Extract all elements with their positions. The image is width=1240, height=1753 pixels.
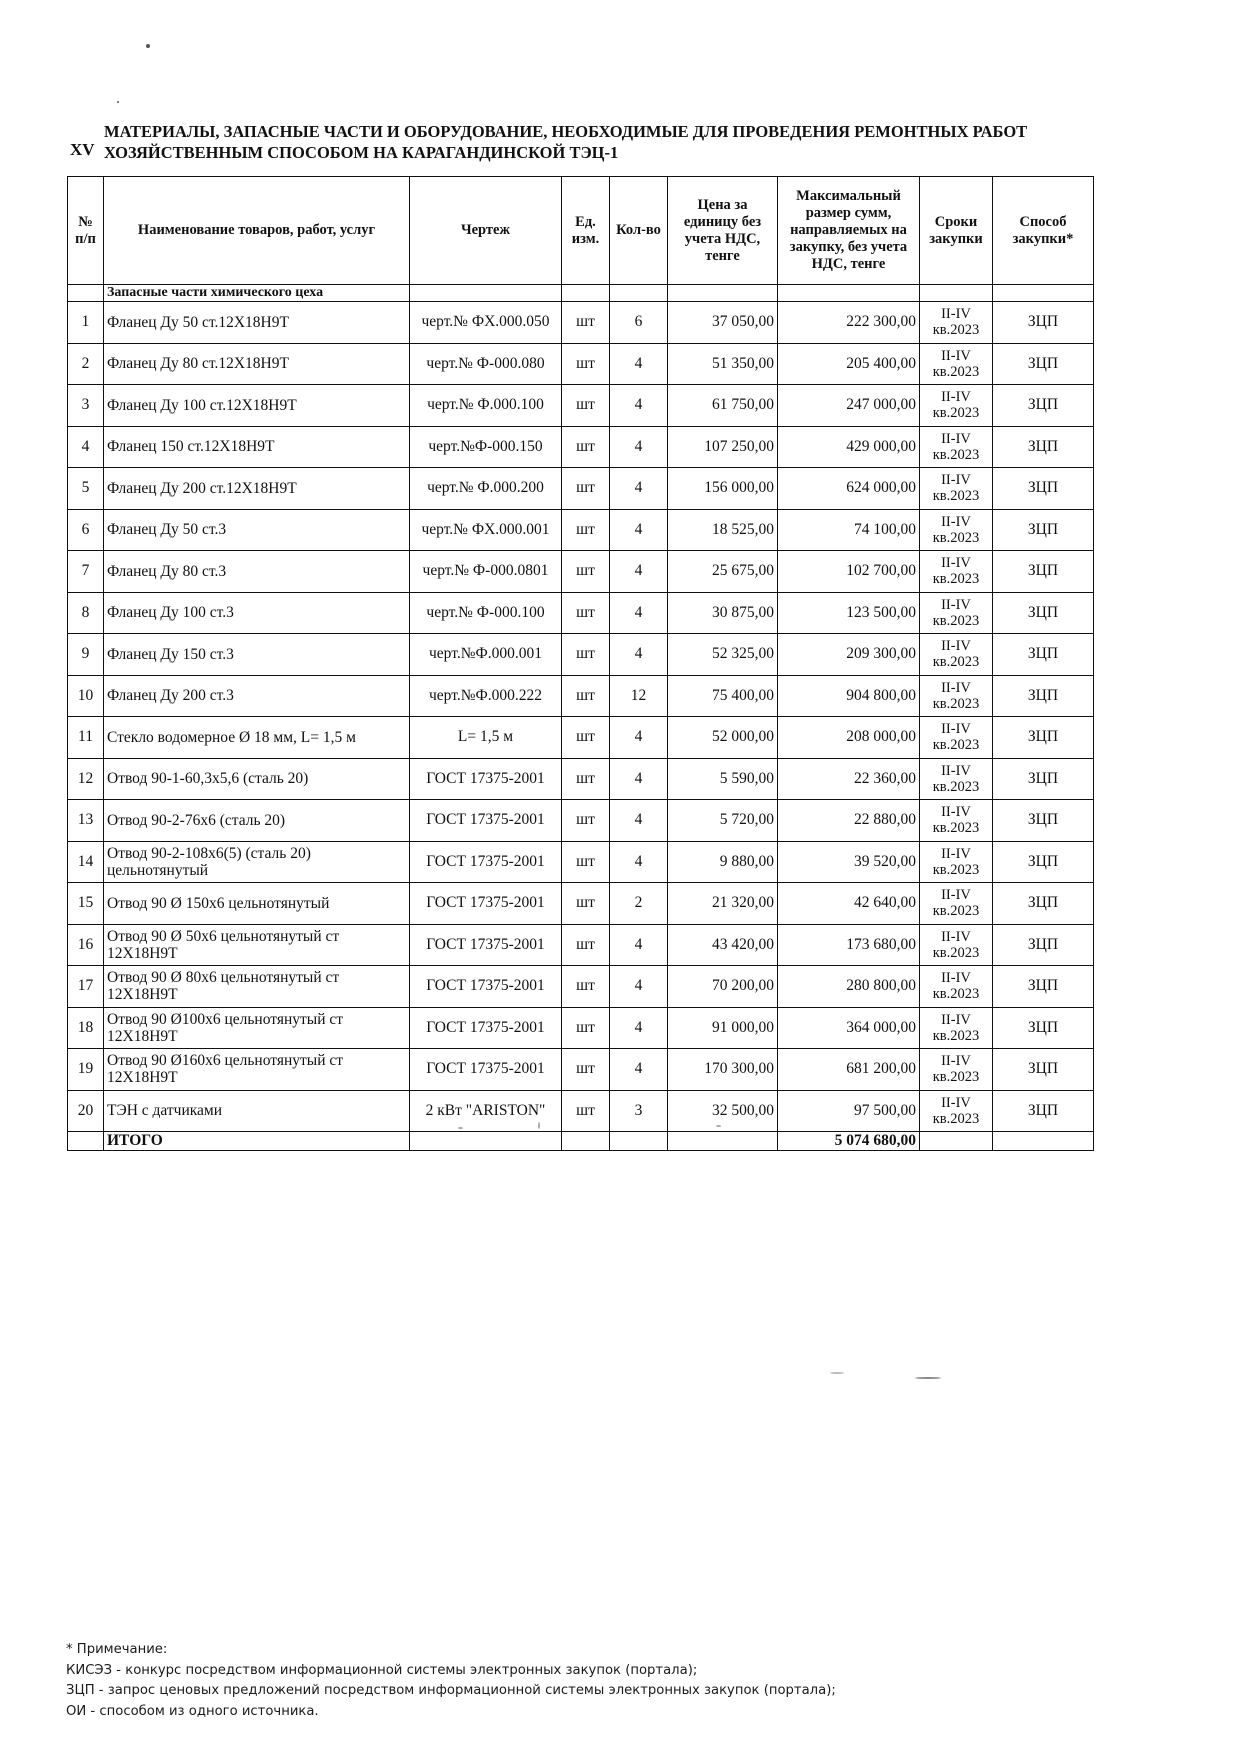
row-num: 18 <box>68 1007 104 1049</box>
row-term-year: кв.2023 <box>932 1069 980 1086</box>
col-header-unit: Ед. изм. <box>562 177 610 285</box>
col-header-drawing: Чертеж <box>410 177 562 285</box>
row-qty: 4 <box>610 966 668 1008</box>
row-sum: 364 000,00 <box>778 1007 920 1049</box>
row-term-period: II-IV <box>941 596 971 613</box>
row-price: 30 875,00 <box>668 592 778 634</box>
row-method: ЗЦП <box>993 675 1094 717</box>
row-num: 6 <box>68 509 104 551</box>
title-line-1: МАТЕРИАЛЫ, ЗАПАСНЫЕ ЧАСТИ И ОБОРУДОВАНИЕ, НЕОБХОДИМЫЕ ДЛЯ ПРОВЕДЕНИЯ РЕМОНТНЫХ РАБОТ <box>104 122 1028 141</box>
row-qty: 4 <box>610 551 668 593</box>
row-term-year: кв.2023 <box>932 363 980 380</box>
row-sum: 681 200,00 <box>778 1049 920 1091</box>
row-term <box>920 385 993 427</box>
table-row <box>68 924 1094 966</box>
row-num: 9 <box>68 634 104 676</box>
row-drawing: черт.№ Ф-000.0801 <box>410 551 562 593</box>
row-term <box>920 592 993 634</box>
row-method: ЗЦП <box>993 1007 1094 1049</box>
row-term-year: кв.2023 <box>932 986 980 1003</box>
procurement-table <box>67 176 1094 1151</box>
table-row <box>68 717 1094 759</box>
row-num: 20 <box>68 1090 104 1132</box>
table-row <box>68 551 1094 593</box>
table-row <box>68 509 1094 551</box>
row-unit: шт <box>562 883 610 925</box>
row-term <box>920 800 993 842</box>
row-term-year: кв.2023 <box>932 944 980 961</box>
row-sum: 42 640,00 <box>778 883 920 925</box>
row-price: 25 675,00 <box>668 551 778 593</box>
row-name: Фланец 150 ст.12Х18Н9Т <box>104 426 410 468</box>
row-term-year: кв.2023 <box>932 695 980 712</box>
row-term <box>920 1007 993 1049</box>
scan-speck <box>915 1377 941 1379</box>
row-term-year: кв.2023 <box>932 612 980 629</box>
row-num: 4 <box>68 426 104 468</box>
scan-speck <box>538 1122 540 1129</box>
page-header <box>70 121 1100 163</box>
row-drawing: черт.№ Ф.000.100 <box>410 385 562 427</box>
total-label: ИТОГО <box>104 1132 410 1151</box>
row-qty: 4 <box>610 758 668 800</box>
row-sum: 22 880,00 <box>778 800 920 842</box>
row-drawing: L= 1,5 м <box>410 717 562 759</box>
row-unit: шт <box>562 758 610 800</box>
row-name: Фланец Ду 150 ст.3 <box>104 634 410 676</box>
row-term <box>920 1090 993 1132</box>
row-drawing: 2 кВт "ARISTON" <box>410 1090 562 1132</box>
row-price: 32 500,00 <box>668 1090 778 1132</box>
row-name: Отвод 90 Ø100х6 цельнотянутый ст 12Х18Н9Т <box>104 1007 410 1049</box>
row-unit: шт <box>562 675 610 717</box>
row-sum: 624 000,00 <box>778 468 920 510</box>
row-term-year: кв.2023 <box>932 654 980 671</box>
row-term <box>920 924 993 966</box>
row-qty: 4 <box>610 592 668 634</box>
row-unit: шт <box>562 385 610 427</box>
row-price: 70 200,00 <box>668 966 778 1008</box>
row-unit: шт <box>562 551 610 593</box>
row-term-year: кв.2023 <box>932 737 980 754</box>
row-term <box>920 883 993 925</box>
row-price: 9 880,00 <box>668 841 778 883</box>
row-name: Фланец Ду 200 ст.3 <box>104 675 410 717</box>
row-num: 3 <box>68 385 104 427</box>
row-sum: 208 000,00 <box>778 717 920 759</box>
row-drawing: черт.№Ф.000.222 <box>410 675 562 717</box>
row-drawing: ГОСТ 17375-2001 <box>410 966 562 1008</box>
group-row <box>68 285 1094 302</box>
row-name: Отвод 90 Ø 80х6 цельнотянутый ст 12Х18Н9Т <box>104 966 410 1008</box>
row-method: ЗЦП <box>993 841 1094 883</box>
table-row <box>68 592 1094 634</box>
row-method: ЗЦП <box>993 966 1094 1008</box>
row-method: ЗЦП <box>993 1090 1094 1132</box>
row-term-year: кв.2023 <box>932 529 980 546</box>
row-drawing: ГОСТ 17375-2001 <box>410 1049 562 1091</box>
footnote-line-oi: ОИ - способом из одного источника. <box>66 1703 319 1719</box>
scan-speck <box>716 1125 721 1127</box>
row-price: 52 000,00 <box>668 717 778 759</box>
row-term <box>920 841 993 883</box>
table-row <box>68 1049 1094 1091</box>
row-term-period: II-IV <box>941 555 971 572</box>
row-name: Фланец Ду 100 ст.12Х18Н9Т <box>104 385 410 427</box>
row-term-period: II-IV <box>941 306 971 323</box>
row-qty: 3 <box>610 1090 668 1132</box>
table-row <box>68 758 1094 800</box>
group-title: Запасные части химического цеха <box>104 285 410 302</box>
row-name: Стекло водомерное Ø 18 мм, L= 1,5 м <box>104 717 410 759</box>
row-method: ЗЦП <box>993 343 1094 385</box>
row-term-period: II-IV <box>941 472 971 489</box>
row-unit: шт <box>562 717 610 759</box>
row-name: Отвод 90-1-60,3х5,6 (сталь 20) <box>104 758 410 800</box>
row-term-year: кв.2023 <box>932 571 980 588</box>
table-row <box>68 634 1094 676</box>
row-num: 11 <box>68 717 104 759</box>
row-price: 5 720,00 <box>668 800 778 842</box>
row-qty: 12 <box>610 675 668 717</box>
row-qty: 4 <box>610 468 668 510</box>
row-term <box>920 426 993 468</box>
row-price: 37 050,00 <box>668 302 778 344</box>
row-price: 52 325,00 <box>668 634 778 676</box>
row-num: 13 <box>68 800 104 842</box>
row-term-year: кв.2023 <box>932 1027 980 1044</box>
col-header-term: Сроки закупки <box>920 177 993 285</box>
row-unit: шт <box>562 634 610 676</box>
row-term-period: II-IV <box>941 430 971 447</box>
row-num: 19 <box>68 1049 104 1091</box>
row-price: 156 000,00 <box>668 468 778 510</box>
row-sum: 22 360,00 <box>778 758 920 800</box>
row-unit: шт <box>562 592 610 634</box>
row-term-period: II-IV <box>941 638 971 655</box>
row-name: Фланец Ду 80 ст.12Х18Н9Т <box>104 343 410 385</box>
row-qty: 2 <box>610 883 668 925</box>
row-qty: 4 <box>610 717 668 759</box>
row-qty: 4 <box>610 634 668 676</box>
row-term <box>920 1049 993 1091</box>
row-method: ЗЦП <box>993 302 1094 344</box>
row-method: ЗЦП <box>993 385 1094 427</box>
row-method: ЗЦП <box>993 883 1094 925</box>
row-num: 5 <box>68 468 104 510</box>
row-term-year: кв.2023 <box>932 820 980 837</box>
table-row <box>68 468 1094 510</box>
row-term <box>920 758 993 800</box>
row-method: ЗЦП <box>993 717 1094 759</box>
row-name: ТЭН с датчиками <box>104 1090 410 1132</box>
row-term-year: кв.2023 <box>932 903 980 920</box>
row-sum: 102 700,00 <box>778 551 920 593</box>
row-method: ЗЦП <box>993 800 1094 842</box>
total-row <box>68 1132 1094 1151</box>
row-name: Отвод 90 Ø 150х6 цельнотянутый <box>104 883 410 925</box>
col-header-max-sum: Максимальный размер сумм, направляемых на закупку, без учета НДС, тенге <box>778 177 920 285</box>
row-unit: шт <box>562 302 610 344</box>
row-drawing: черт.№ ФХ.000.050 <box>410 302 562 344</box>
col-header-name: Наименование товаров, работ, услуг <box>104 177 410 285</box>
row-method: ЗЦП <box>993 592 1094 634</box>
row-name: Фланец Ду 100 ст.3 <box>104 592 410 634</box>
row-drawing: ГОСТ 17375-2001 <box>410 841 562 883</box>
row-sum: 222 300,00 <box>778 302 920 344</box>
row-price: 61 750,00 <box>668 385 778 427</box>
row-unit: шт <box>562 1007 610 1049</box>
row-term <box>920 551 993 593</box>
row-unit: шт <box>562 426 610 468</box>
row-method: ЗЦП <box>993 924 1094 966</box>
table-row <box>68 800 1094 842</box>
row-term-year: кв.2023 <box>932 861 980 878</box>
footnote-line-zcp: ЗЦП - запрос ценовых предложений посредством информационной системы электронных закупок (портала); <box>66 1683 836 1698</box>
footnote-title: * Примечание: <box>66 1642 168 1657</box>
row-num: 10 <box>68 675 104 717</box>
table-row <box>68 385 1094 427</box>
row-price: 91 000,00 <box>668 1007 778 1049</box>
row-name: Фланец Ду 80 ст.3 <box>104 551 410 593</box>
row-sum: 74 100,00 <box>778 509 920 551</box>
row-unit: шт <box>562 343 610 385</box>
row-term-period: II-IV <box>941 1053 971 1070</box>
row-unit: шт <box>562 800 610 842</box>
footnote-line-kisez: КИСЭЗ - конкурс посредством информационной системы электронных закупок (портала); <box>66 1662 698 1678</box>
row-sum: 173 680,00 <box>778 924 920 966</box>
row-sum: 247 000,00 <box>778 385 920 427</box>
row-unit: шт <box>562 966 610 1008</box>
row-term-period: II-IV <box>941 804 971 821</box>
row-name: Отвод 90-2-76х6 (сталь 20) <box>104 800 410 842</box>
row-name: Фланец Ду 50 ст.3 <box>104 509 410 551</box>
row-term-period: II-IV <box>941 513 971 530</box>
row-sum: 429 000,00 <box>778 426 920 468</box>
row-term <box>920 302 993 344</box>
row-term-period: II-IV <box>941 887 971 904</box>
row-drawing: черт.№ Ф-000.080 <box>410 343 562 385</box>
row-method: ЗЦП <box>993 468 1094 510</box>
row-drawing: черт.№ Ф-000.100 <box>410 592 562 634</box>
row-qty: 4 <box>610 426 668 468</box>
table-row <box>68 343 1094 385</box>
page-title <box>104 121 1100 163</box>
row-drawing: ГОСТ 17375-2001 <box>410 883 562 925</box>
row-term-year: кв.2023 <box>932 322 980 339</box>
row-num: 17 <box>68 966 104 1008</box>
footnote <box>66 1640 836 1722</box>
row-sum: 280 800,00 <box>778 966 920 1008</box>
row-price: 170 300,00 <box>668 1049 778 1091</box>
row-term <box>920 343 993 385</box>
row-name: Отвод 90 Ø 50х6 цельнотянутый ст 12Х18Н9Т <box>104 924 410 966</box>
row-term-period: II-IV <box>941 845 971 862</box>
col-header-num: № п/п <box>68 177 104 285</box>
row-term-period: II-IV <box>941 1011 971 1028</box>
row-drawing: ГОСТ 17375-2001 <box>410 758 562 800</box>
row-price: 18 525,00 <box>668 509 778 551</box>
col-header-method: Способ закупки* <box>993 177 1094 285</box>
table-row <box>68 883 1094 925</box>
row-price: 75 400,00 <box>668 675 778 717</box>
row-qty: 4 <box>610 1007 668 1049</box>
row-qty: 4 <box>610 1049 668 1091</box>
row-sum: 97 500,00 <box>778 1090 920 1132</box>
row-term-year: кв.2023 <box>932 488 980 505</box>
row-term-period: II-IV <box>941 347 971 364</box>
row-term-period: II-IV <box>941 970 971 987</box>
row-method: ЗЦП <box>993 758 1094 800</box>
row-price: 51 350,00 <box>668 343 778 385</box>
row-term-year: кв.2023 <box>932 1110 980 1127</box>
row-drawing: ГОСТ 17375-2001 <box>410 924 562 966</box>
row-price: 107 250,00 <box>668 426 778 468</box>
row-num: 14 <box>68 841 104 883</box>
row-drawing: ГОСТ 17375-2001 <box>410 1007 562 1049</box>
row-num: 12 <box>68 758 104 800</box>
row-sum: 39 520,00 <box>778 841 920 883</box>
row-name: Отвод 90 Ø160х6 цельнотянутый ст 12Х18Н9Т <box>104 1049 410 1091</box>
table-row <box>68 1007 1094 1049</box>
row-term-period: II-IV <box>941 679 971 696</box>
row-unit: шт <box>562 1090 610 1132</box>
row-num: 15 <box>68 883 104 925</box>
scan-speck <box>830 1372 844 1374</box>
row-term-period: II-IV <box>941 1094 971 1111</box>
row-term <box>920 675 993 717</box>
row-term-period: II-IV <box>941 721 971 738</box>
row-price: 43 420,00 <box>668 924 778 966</box>
row-method: ЗЦП <box>993 634 1094 676</box>
table-row <box>68 302 1094 344</box>
scan-speck <box>458 1127 463 1129</box>
row-name: Отвод 90-2-108х6(5) (сталь 20) цельнотянутый <box>104 841 410 883</box>
row-drawing: ГОСТ 17375-2001 <box>410 800 562 842</box>
row-qty: 4 <box>610 509 668 551</box>
title-line-2: ХОЗЯЙСТВЕННЫМ СПОСОБОМ НА КАРАГАНДИНСКОЙ ТЭЦ-1 <box>104 143 619 162</box>
section-number: XV <box>70 140 95 159</box>
row-term-period: II-IV <box>941 762 971 779</box>
row-drawing: черт.№Ф.000.001 <box>410 634 562 676</box>
row-term <box>920 966 993 1008</box>
row-method: ЗЦП <box>993 426 1094 468</box>
row-term-year: кв.2023 <box>932 405 980 422</box>
scan-speck <box>146 44 150 48</box>
row-sum: 904 800,00 <box>778 675 920 717</box>
row-name: Фланец Ду 200 ст.12Х18Н9Т <box>104 468 410 510</box>
row-drawing: черт.№Ф-000.150 <box>410 426 562 468</box>
row-term-year: кв.2023 <box>932 778 980 795</box>
row-unit: шт <box>562 1049 610 1091</box>
row-price: 5 590,00 <box>668 758 778 800</box>
table-row <box>68 426 1094 468</box>
row-num: 7 <box>68 551 104 593</box>
row-num: 16 <box>68 924 104 966</box>
row-method: ЗЦП <box>993 509 1094 551</box>
col-header-qty: Кол-во <box>610 177 668 285</box>
row-term <box>920 717 993 759</box>
row-num: 1 <box>68 302 104 344</box>
row-qty: 4 <box>610 924 668 966</box>
row-num: 8 <box>68 592 104 634</box>
col-header-price: Цена за единицу без учета НДС, тенге <box>668 177 778 285</box>
row-unit: шт <box>562 468 610 510</box>
table-row <box>68 675 1094 717</box>
row-qty: 4 <box>610 385 668 427</box>
row-drawing: черт.№ Ф.000.200 <box>410 468 562 510</box>
row-unit: шт <box>562 841 610 883</box>
row-term <box>920 634 993 676</box>
row-qty: 4 <box>610 841 668 883</box>
row-qty: 6 <box>610 302 668 344</box>
row-drawing: черт.№ ФХ.000.001 <box>410 509 562 551</box>
row-name: Фланец Ду 50 ст.12Х18Н9Т <box>104 302 410 344</box>
row-term <box>920 509 993 551</box>
row-num: 2 <box>68 343 104 385</box>
row-term-year: кв.2023 <box>932 446 980 463</box>
row-qty: 4 <box>610 800 668 842</box>
row-term <box>920 468 993 510</box>
row-term-period: II-IV <box>941 928 971 945</box>
row-qty: 4 <box>610 343 668 385</box>
table-row <box>68 966 1094 1008</box>
row-method: ЗЦП <box>993 551 1094 593</box>
row-method: ЗЦП <box>993 1049 1094 1091</box>
table-row <box>68 841 1094 883</box>
scan-speck <box>117 101 119 103</box>
row-unit: шт <box>562 924 610 966</box>
row-price: 21 320,00 <box>668 883 778 925</box>
row-unit: шт <box>562 509 610 551</box>
table-row <box>68 1090 1094 1132</box>
table-header-row <box>68 177 1094 285</box>
row-sum: 209 300,00 <box>778 634 920 676</box>
total-sum: 5 074 680,00 <box>778 1132 920 1151</box>
row-sum: 123 500,00 <box>778 592 920 634</box>
row-term-period: II-IV <box>941 389 971 406</box>
row-sum: 205 400,00 <box>778 343 920 385</box>
